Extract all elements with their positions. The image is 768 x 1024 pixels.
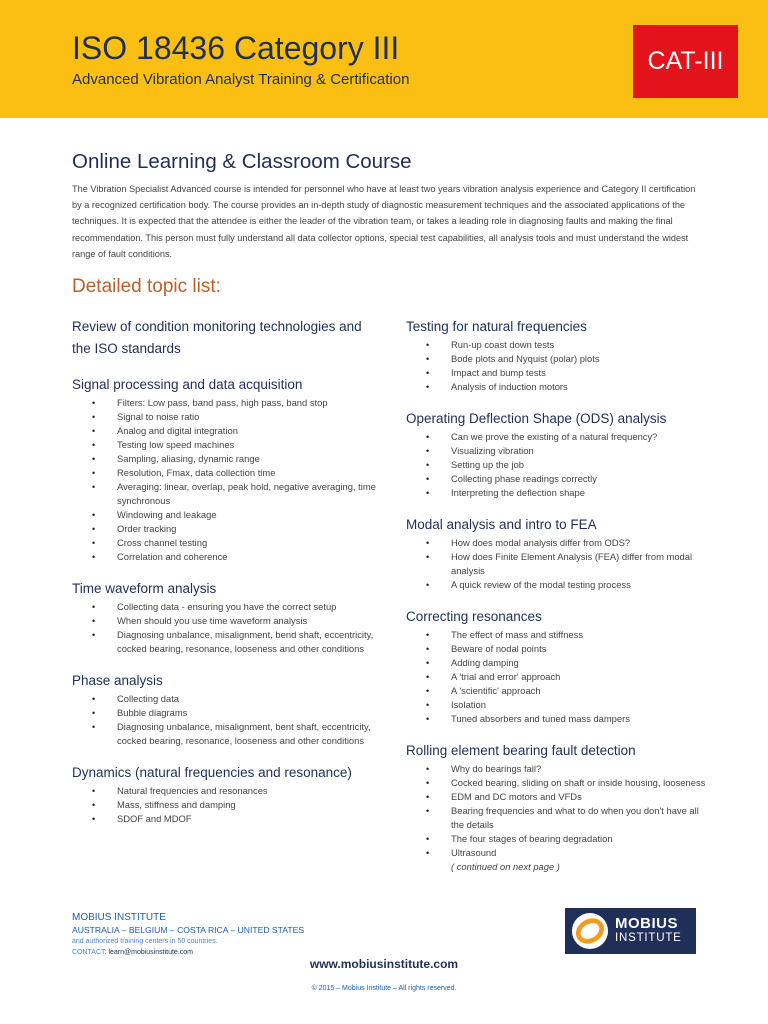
list-item: • Visualizing vibration xyxy=(406,444,706,458)
list-item: • Beware of nodal points xyxy=(406,642,706,656)
topics-heading: Detailed topic list: xyxy=(72,276,221,297)
list-item: • Averaging: linear, overlap, peak hold, negative averaging, time synchronous xyxy=(72,480,382,508)
list-item: • Bubble diagrams xyxy=(72,706,382,720)
list-item: • EDM and DC motors and VFDs xyxy=(406,790,706,804)
topics-left-column xyxy=(72,316,382,826)
list-item: • Ultrasound xyxy=(406,846,706,860)
logo-wordmark xyxy=(615,917,682,945)
list-item: • Isolation xyxy=(406,698,706,712)
topic-list xyxy=(72,784,382,826)
list-item: • SDOF and MDOF xyxy=(72,812,382,826)
topic-list xyxy=(406,338,706,394)
footer-centers: and authorized training centers in 50 countries. xyxy=(72,938,218,945)
topic-group-title: Dynamics (natural frequencies and resonance) xyxy=(72,765,352,780)
topics-right-column xyxy=(406,316,706,874)
list-item: • A 'scientific' approach xyxy=(406,684,706,698)
list-item: • A 'trial and error' approach xyxy=(406,670,706,684)
list-item: • Diagnosing unbalance, misalignment, bend shaft, eccentricity, cocked bearing, resonance, looseness and other conditions xyxy=(72,628,382,656)
list-item: • The effect of mass and stiffness xyxy=(406,628,706,642)
topic-group xyxy=(406,740,706,874)
topic-group xyxy=(72,374,382,564)
topic-list xyxy=(406,628,706,726)
list-item: • Can we prove the existing of a natural frequency? xyxy=(406,430,706,444)
contact-email-link[interactable]: learn@mobiusinstitute.com xyxy=(108,949,193,956)
list-item: • A quick review of the modal testing process xyxy=(406,578,706,592)
list-item: • Adding damping xyxy=(406,656,706,670)
topic-list xyxy=(72,396,382,564)
topic-list xyxy=(406,430,706,500)
topic-group xyxy=(406,408,706,500)
topic-list xyxy=(72,692,382,748)
list-item: • Interpreting the deflection shape xyxy=(406,486,706,500)
list-item: • Bearing frequencies and what to do when you don't have all the details xyxy=(406,804,706,832)
continued-note: ( continued on next page ) xyxy=(451,861,560,872)
website-link[interactable]: www.mobiusinstitute.com xyxy=(309,957,459,971)
category-badge: CAT-III xyxy=(633,25,738,98)
page-subtitle: Advanced Vibration Analyst Training & Certification xyxy=(72,71,410,88)
topic-group-title: Modal analysis and intro to FEA xyxy=(406,517,597,532)
topic-group xyxy=(406,316,706,394)
topic-group xyxy=(406,606,706,726)
list-item: • Collecting data - ensuring you have the correct setup xyxy=(72,600,382,614)
list-item: • Run-up coast down tests xyxy=(406,338,706,352)
list-item: • How does modal analysis differ from ODS? xyxy=(406,536,706,550)
list-item: • Collecting data xyxy=(72,692,382,706)
page-title: ISO 18436 Category III xyxy=(72,30,400,66)
topic-group-title: Time waveform analysis xyxy=(72,581,217,596)
topic-group-title: Rolling element bearing fault detection xyxy=(406,743,636,758)
list-item: • Natural frequencies and resonances xyxy=(72,784,382,798)
list-item: • Windowing and leakage xyxy=(72,508,382,522)
list-item: • Diagnosing unbalance, misalignment, bent shaft, eccentricity, cocked bearing, resonance, looseness and other conditions xyxy=(72,720,382,748)
topic-group-title: Correcting resonances xyxy=(406,609,542,624)
topic-group xyxy=(72,578,382,656)
topic-group xyxy=(72,762,382,826)
header-band xyxy=(0,0,768,118)
footer-locations: AUSTRALIA – BELGIUM – COSTA RICA – UNITED STATES xyxy=(72,925,305,935)
list-item: • Sampling, aliasing, dynamic range xyxy=(72,452,382,466)
mobius-logo xyxy=(565,908,696,954)
mobius-ring-logo-icon xyxy=(571,912,609,950)
list-item: • Mass, stiffness and damping xyxy=(72,798,382,812)
course-intro: The Vibration Specialist Advanced course is intended for personnel who have at least two years vibration analysis experience and Category II certification by a recognized certification body. The course provides an in-depth study of diagnostic measurement techniques and the associated applications of the techniques. It is expected that the attendee is either the leader of the vibration team, or takes a leading role in diagnosing faults and making the final recommendation. This person must fully understand all data collector options, special test capabilities, all analysis tools and must understand the widest range of fault conditions. xyxy=(72,184,696,259)
topic-group-title: Testing for natural frequencies xyxy=(406,319,587,334)
course-title: Online Learning & Classroom Course xyxy=(72,150,412,173)
list-item: • When should you use time waveform analysis xyxy=(72,614,382,628)
footer-org-name: MOBIUS INSTITUTE xyxy=(72,912,166,923)
list-item: • Testing low speed machines xyxy=(72,438,382,452)
topic-group xyxy=(72,316,382,360)
list-item: • Analog and digital integration xyxy=(72,424,382,438)
logo-line-1: MOBIUS xyxy=(615,915,678,932)
list-item: • Setting up the job xyxy=(406,458,706,472)
list-item: • Cocked bearing, sliding on shaft or inside housing, looseness xyxy=(406,776,706,790)
list-item: • Tuned absorbers and tuned mass dampers xyxy=(406,712,706,726)
list-item: • How does Finite Element Analysis (FEA) differ from modal analysis xyxy=(406,550,706,578)
list-item: • Impact and bump tests xyxy=(406,366,706,380)
topic-group xyxy=(72,670,382,748)
list-item: • Why do bearings fail? xyxy=(406,762,706,776)
list-item: • The four stages of bearing degradation xyxy=(406,832,706,846)
list-item: • Correlation and coherence xyxy=(72,550,382,564)
contact-label: CONTACT: xyxy=(72,949,107,956)
list-item: • Analysis of induction motors xyxy=(406,380,706,394)
copyright: © 2015 – Mobius Institute – All rights reserved. xyxy=(311,985,457,992)
topic-list xyxy=(72,600,382,656)
topic-group-title: Review of condition monitoring technologies and the ISO standards xyxy=(72,319,362,356)
list-item: • Resolution, Fmax, data collection time xyxy=(72,466,382,480)
list-item: • Bode plots and Nyquist (polar) plots xyxy=(406,352,706,366)
topic-group-title: Signal processing and data acquisition xyxy=(72,377,303,392)
logo-line-2: INSTITUTE xyxy=(615,932,682,944)
list-item: • Collecting phase readings correctly xyxy=(406,472,706,486)
topic-group-title: Phase analysis xyxy=(72,673,163,688)
topic-group xyxy=(406,514,706,592)
footer-contact-block xyxy=(72,911,304,958)
list-item: • Filters: Low pass, band pass, high pass, band stop xyxy=(72,396,382,410)
list-item: • Order tracking xyxy=(72,522,382,536)
topic-group-title: Operating Deflection Shape (ODS) analysis xyxy=(406,411,667,426)
topic-list xyxy=(406,536,706,592)
topic-list xyxy=(406,762,706,860)
list-item: • Signal to noise ratio xyxy=(72,410,382,424)
list-item: • Cross channel testing xyxy=(72,536,382,550)
